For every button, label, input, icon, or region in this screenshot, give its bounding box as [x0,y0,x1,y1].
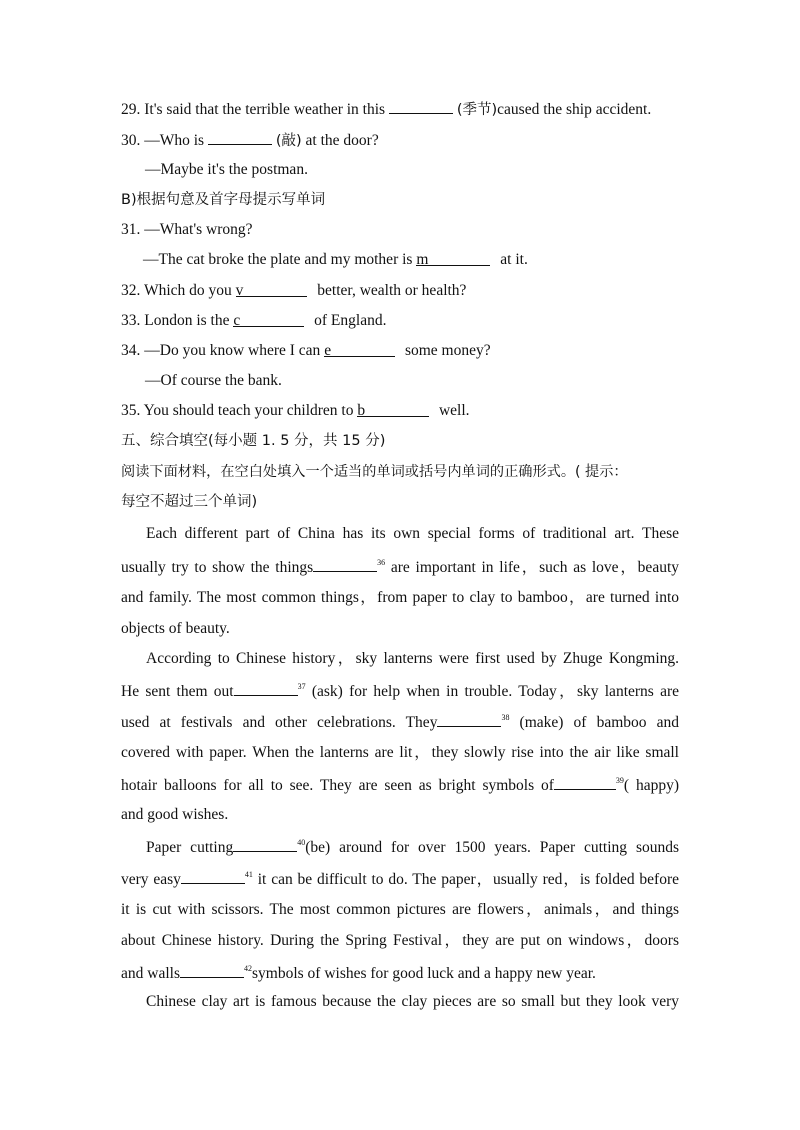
blank-37-number: 37 [297,682,306,691]
passage-p2-line1: According to Chinese history，sky lanterns were first used by Zhuge Kongming. [146,650,679,667]
question-33 [121,311,386,331]
blank-36[interactable] [313,556,377,572]
p2-line2-end: (ask) for help when in trouble. Today，sky lanterns are [305,683,679,700]
p2-line3-end: (make) of bamboo and [509,714,679,731]
q32-text-start: 32. Which do you [121,282,236,299]
blank-40[interactable] [233,836,297,852]
question-30 [121,129,379,151]
p3-line1-end: (be) around for over 1500 years. Paper cutting sounds [305,839,680,856]
q32-blank[interactable] [236,281,308,297]
passage-p3-line5 [121,962,596,984]
q35-text-end: well. [438,402,470,419]
passage-p1-line2 [121,556,679,578]
q33-text-end: of England. [314,312,387,329]
q30-blank[interactable] [208,129,272,145]
p1-line2-end: are important in life，such as love，beauty [385,559,679,576]
q31-text-end: at it. [500,251,528,268]
p2-line5-end: ( happy) [623,777,679,794]
passage-p4-line1: Chinese clay art is famous because the clay pieces are so small but they look very [146,993,679,1010]
q34-text-start: 34. —Do you know where I can [121,342,325,359]
passage-p1-line4: objects of beauty. [121,620,230,637]
q29-text-start: 29. It's said that the terrible weather in this [121,101,389,118]
p3-line2-end: it can be difficult to do. The paper，usually red，is folded before [252,871,679,888]
blank-42-number: 42 [243,964,252,973]
blank-42[interactable] [180,962,244,978]
q35-text-start: 35. You should teach your children to [121,402,358,419]
question-32 [121,281,466,301]
q31-text-start: —The cat broke the plate and my mother is [143,251,417,268]
p3-line5-end: symbols of wishes for good luck and a happy new year. [251,965,596,982]
q29-text-end: caused the ship accident. [497,101,652,118]
q34-initial-letter: e [324,342,332,359]
p3-line1-start: Paper cutting [146,839,234,856]
blank-41[interactable] [181,868,245,884]
passage-p2-line4: covered with paper. When the lanterns are lit，they slowly rise into the air like small [121,744,679,761]
blank-39[interactable] [554,774,616,790]
p1-line2-start: usually try to show the things [121,559,314,576]
q35-blank[interactable] [357,401,429,417]
q34-blank[interactable] [324,341,395,357]
question-35 [121,401,470,421]
q29-hint: (季节) [456,102,498,118]
q31-line2 [143,250,528,270]
p2-line2-start: He sent them out [121,683,234,700]
blank-41-number: 41 [244,870,253,879]
q33-text-start: 33. London is the [121,312,234,329]
section-5-instruction-line1: 阅读下面材料，在空白处填入一个适当的单词或括号内单词的正确形式。( 提示： [121,464,628,480]
passage-p3-line1 [146,836,679,858]
section-5-instruction-line2: 每空不超过三个单词) [121,494,258,510]
passage-p3-line4: about Chinese history. During the Spring Festival，they are put on windows，doors [121,932,679,949]
blank-38-number: 38 [501,713,510,722]
passage-p2-line2 [121,680,679,702]
passage-p2-line3 [121,711,679,733]
question-34 [121,341,491,361]
q31-blank[interactable] [416,250,490,266]
q34-text-end: some money? [404,342,491,359]
q29-blank[interactable] [389,98,453,114]
q33-blank[interactable] [233,311,304,327]
q32-text-end: better, wealth or health? [317,282,467,299]
passage-p3-line2 [121,868,679,890]
blank-40-number: 40 [297,838,306,847]
passage-p1-line3: and family. The most common things，from paper to clay to bamboo，are turned into [121,589,679,606]
blank-36-number: 36 [377,558,386,567]
passage-p3-line3: it is cut with scissors. The most common pictures are flowers，animals，and things [121,901,679,918]
question-29 [121,98,651,120]
p2-line5-start: hotair balloons for all to see. They are seen as bright symbols of [121,777,554,794]
section-b-heading: B)根据句意及首字母提示写单词 [121,192,326,208]
q30-text-end: at the door? [301,132,379,149]
blank-39-number: 39 [615,776,624,785]
q31-initial-letter: m [416,251,429,268]
p2-line3-start: used at festivals and other celebrations. They [121,714,438,731]
blank-37[interactable] [234,680,298,696]
p3-line5-start: and walls [121,965,180,982]
passage-p2-line5 [121,774,679,796]
q30-hint: (敲) [275,133,302,149]
blank-38[interactable] [437,711,501,727]
passage-p2-line6: and good wishes. [121,806,229,823]
question-31: 31. —What's wrong? [121,221,253,238]
q30-reply: —Maybe it's the postman. [145,161,308,178]
q33-initial-letter: c [233,312,241,329]
section-5-title: 五、综合填空(每小题 1. 5 分，共 15 分) [121,433,386,449]
q32-initial-letter: v [235,282,244,299]
passage-p1-line1: Each different part of China has its own special forms of traditional art. These [146,525,679,542]
q34-reply: —Of course the bank. [145,372,282,389]
q30-text-start: 30. —Who is [121,132,208,149]
p3-line2-start: very easy [121,871,181,888]
q35-initial-letter: b [357,402,366,419]
